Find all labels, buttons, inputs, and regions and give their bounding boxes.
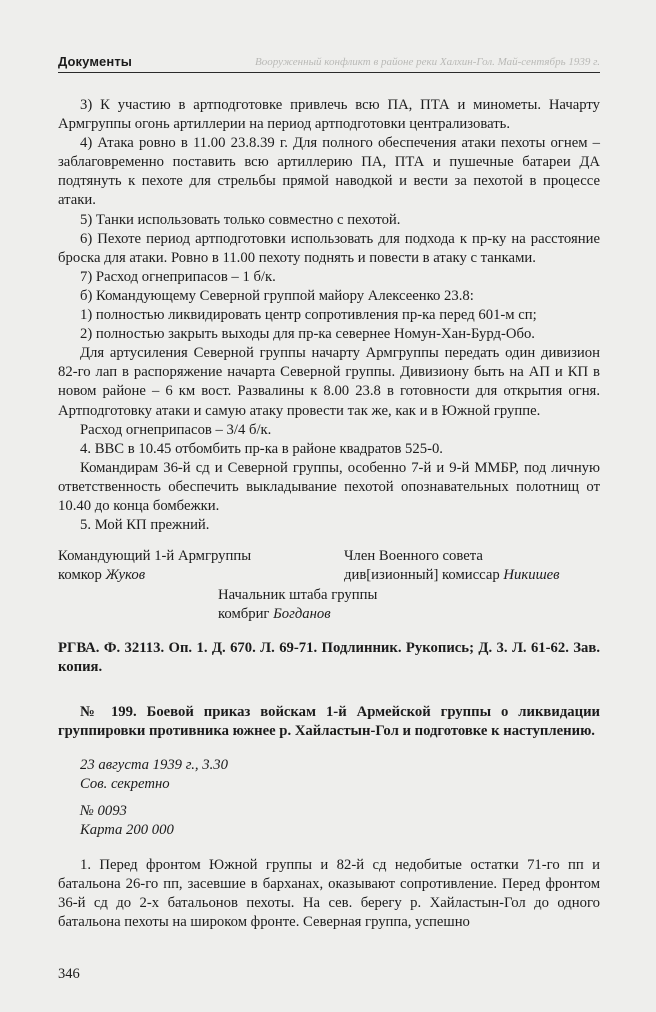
section-title: Документы bbox=[58, 54, 132, 69]
commander-signature bbox=[58, 566, 145, 585]
paragraph: 4) Атака ровно в 11.00 23.8.39 г. Для полного обеспечения атаки пехоты огнем – заблаговременно поставить всю артиллерию ПА, ПТА и пушечные батареи ДА подтянуть к пехоте для стрельбы прямой наводкой и вести за пехотой в процессе атаки. bbox=[58, 135, 600, 209]
order-paragraph: 1. Перед фронтом Южной группы и 82-й сд недобитые остатки 71-го пп и батальона 26-го пп, засевшие в барханах, оказывают сопротивление. Перед фронтом 36-й сд до 2-х батальонов пехоты. На сев. берегу р. Хайластын-Гол до одного батальона пехоты на широком фронте. Северная группа, успешно bbox=[58, 856, 600, 931]
archive-source-note: РГВА. Ф. 32113. Оп. 1. Д. 670. Л. 69-71. Подлинник. Рукопись; Д. 3. Л. 61-62. Зав. копия. bbox=[58, 640, 600, 676]
staff-rank: комбриг bbox=[218, 606, 270, 623]
paragraph: Командирам 36-й сд и Северной группы, особенно 7-й и 9-й ММБР, под личную ответственность обеспечить выкладывание пехотой опознавательных полотнищ от 10.40 до конца бомбежки. bbox=[58, 459, 600, 514]
paragraph: 2) полностью закрыть выходы для пр-ка севернее Номун-Хан-Бурд-Обо. bbox=[80, 326, 535, 343]
commander-name: Жуков bbox=[105, 567, 146, 584]
paragraph: 3) К участию в артподготовке привлечь всю ПА, ПТА и минометы. Начарту Армгруппы огонь артиллерии на период артподготовки централизовать. bbox=[58, 97, 600, 133]
council-title: Член Военного совета bbox=[344, 548, 483, 565]
paragraph: 6) Пехоте период артподготовки использовать для подхода к пр-ку на расстояние броска для атаки. Ровно в 11.00 пехоту поднять и повести в атаку с танками. bbox=[58, 230, 600, 266]
staff-signature bbox=[218, 605, 331, 624]
staff-name: Богданов bbox=[273, 606, 331, 623]
paragraph: Расход огнеприпасов – 3/4 б/к. bbox=[80, 421, 272, 438]
meta-map: Карта 200 000 bbox=[80, 821, 174, 838]
paragraph: б) Командующему Северной группой майору Алексеенко 23.8: bbox=[80, 287, 474, 304]
running-title-bleed: Вооруженный конфликт в районе реки Халхин-Гол. Май-сентябрь 1939 г. bbox=[255, 56, 600, 68]
council-name: Никишев bbox=[503, 567, 560, 584]
page-number: 346 bbox=[58, 966, 80, 982]
paragraph: 5. Мой КП прежний. bbox=[80, 517, 210, 534]
document-heading: № 199. Боевой приказ войскам 1-й Армейской группы о ликвидации группировки противника южнее р. Хайластын-Гол и подготовке к наступлению. bbox=[58, 704, 600, 740]
paragraph: 5) Танки использовать только совместно с пехотой. bbox=[80, 211, 401, 228]
staff-title: Начальник штаба группы bbox=[218, 587, 378, 604]
signature-block bbox=[58, 547, 600, 625]
paragraph: 4. ВВС в 10.45 отбомбить пр-ка в районе квадратов 525-0. bbox=[80, 440, 443, 457]
meta-secrecy: Сов. секретно bbox=[80, 775, 170, 792]
document-meta bbox=[58, 756, 600, 840]
paragraph: 1) полностью ликвидировать центр сопротивления пр-ка перед 601-м сп; bbox=[80, 307, 537, 324]
commander-title: Командующий 1-й Армгруппы bbox=[58, 548, 252, 565]
meta-number: № 0093 bbox=[80, 802, 127, 819]
running-header bbox=[58, 52, 600, 73]
paragraph: Для артусиления Северной группы начарту Армгруппы передать один дивизион 82-го лап в распоряжение начарта Северной группы. Дивизиону быть на АП и КП в новом районе – 6 км вост. Развалины к 8.00 23.8 в готовности для открытия огня. Артподготовку атаки и самую атаку провести так же, как и в Южной группе. bbox=[58, 345, 600, 419]
paragraph: 7) Расход огнеприпасов – 1 б/к. bbox=[80, 268, 276, 285]
meta-date: 23 августа 1939 г., 3.30 bbox=[80, 756, 228, 773]
page-content bbox=[58, 96, 600, 932]
council-signature bbox=[344, 566, 560, 585]
commander-rank: комкор bbox=[58, 567, 102, 584]
council-rank: див[изионный] комиссар bbox=[344, 567, 500, 584]
